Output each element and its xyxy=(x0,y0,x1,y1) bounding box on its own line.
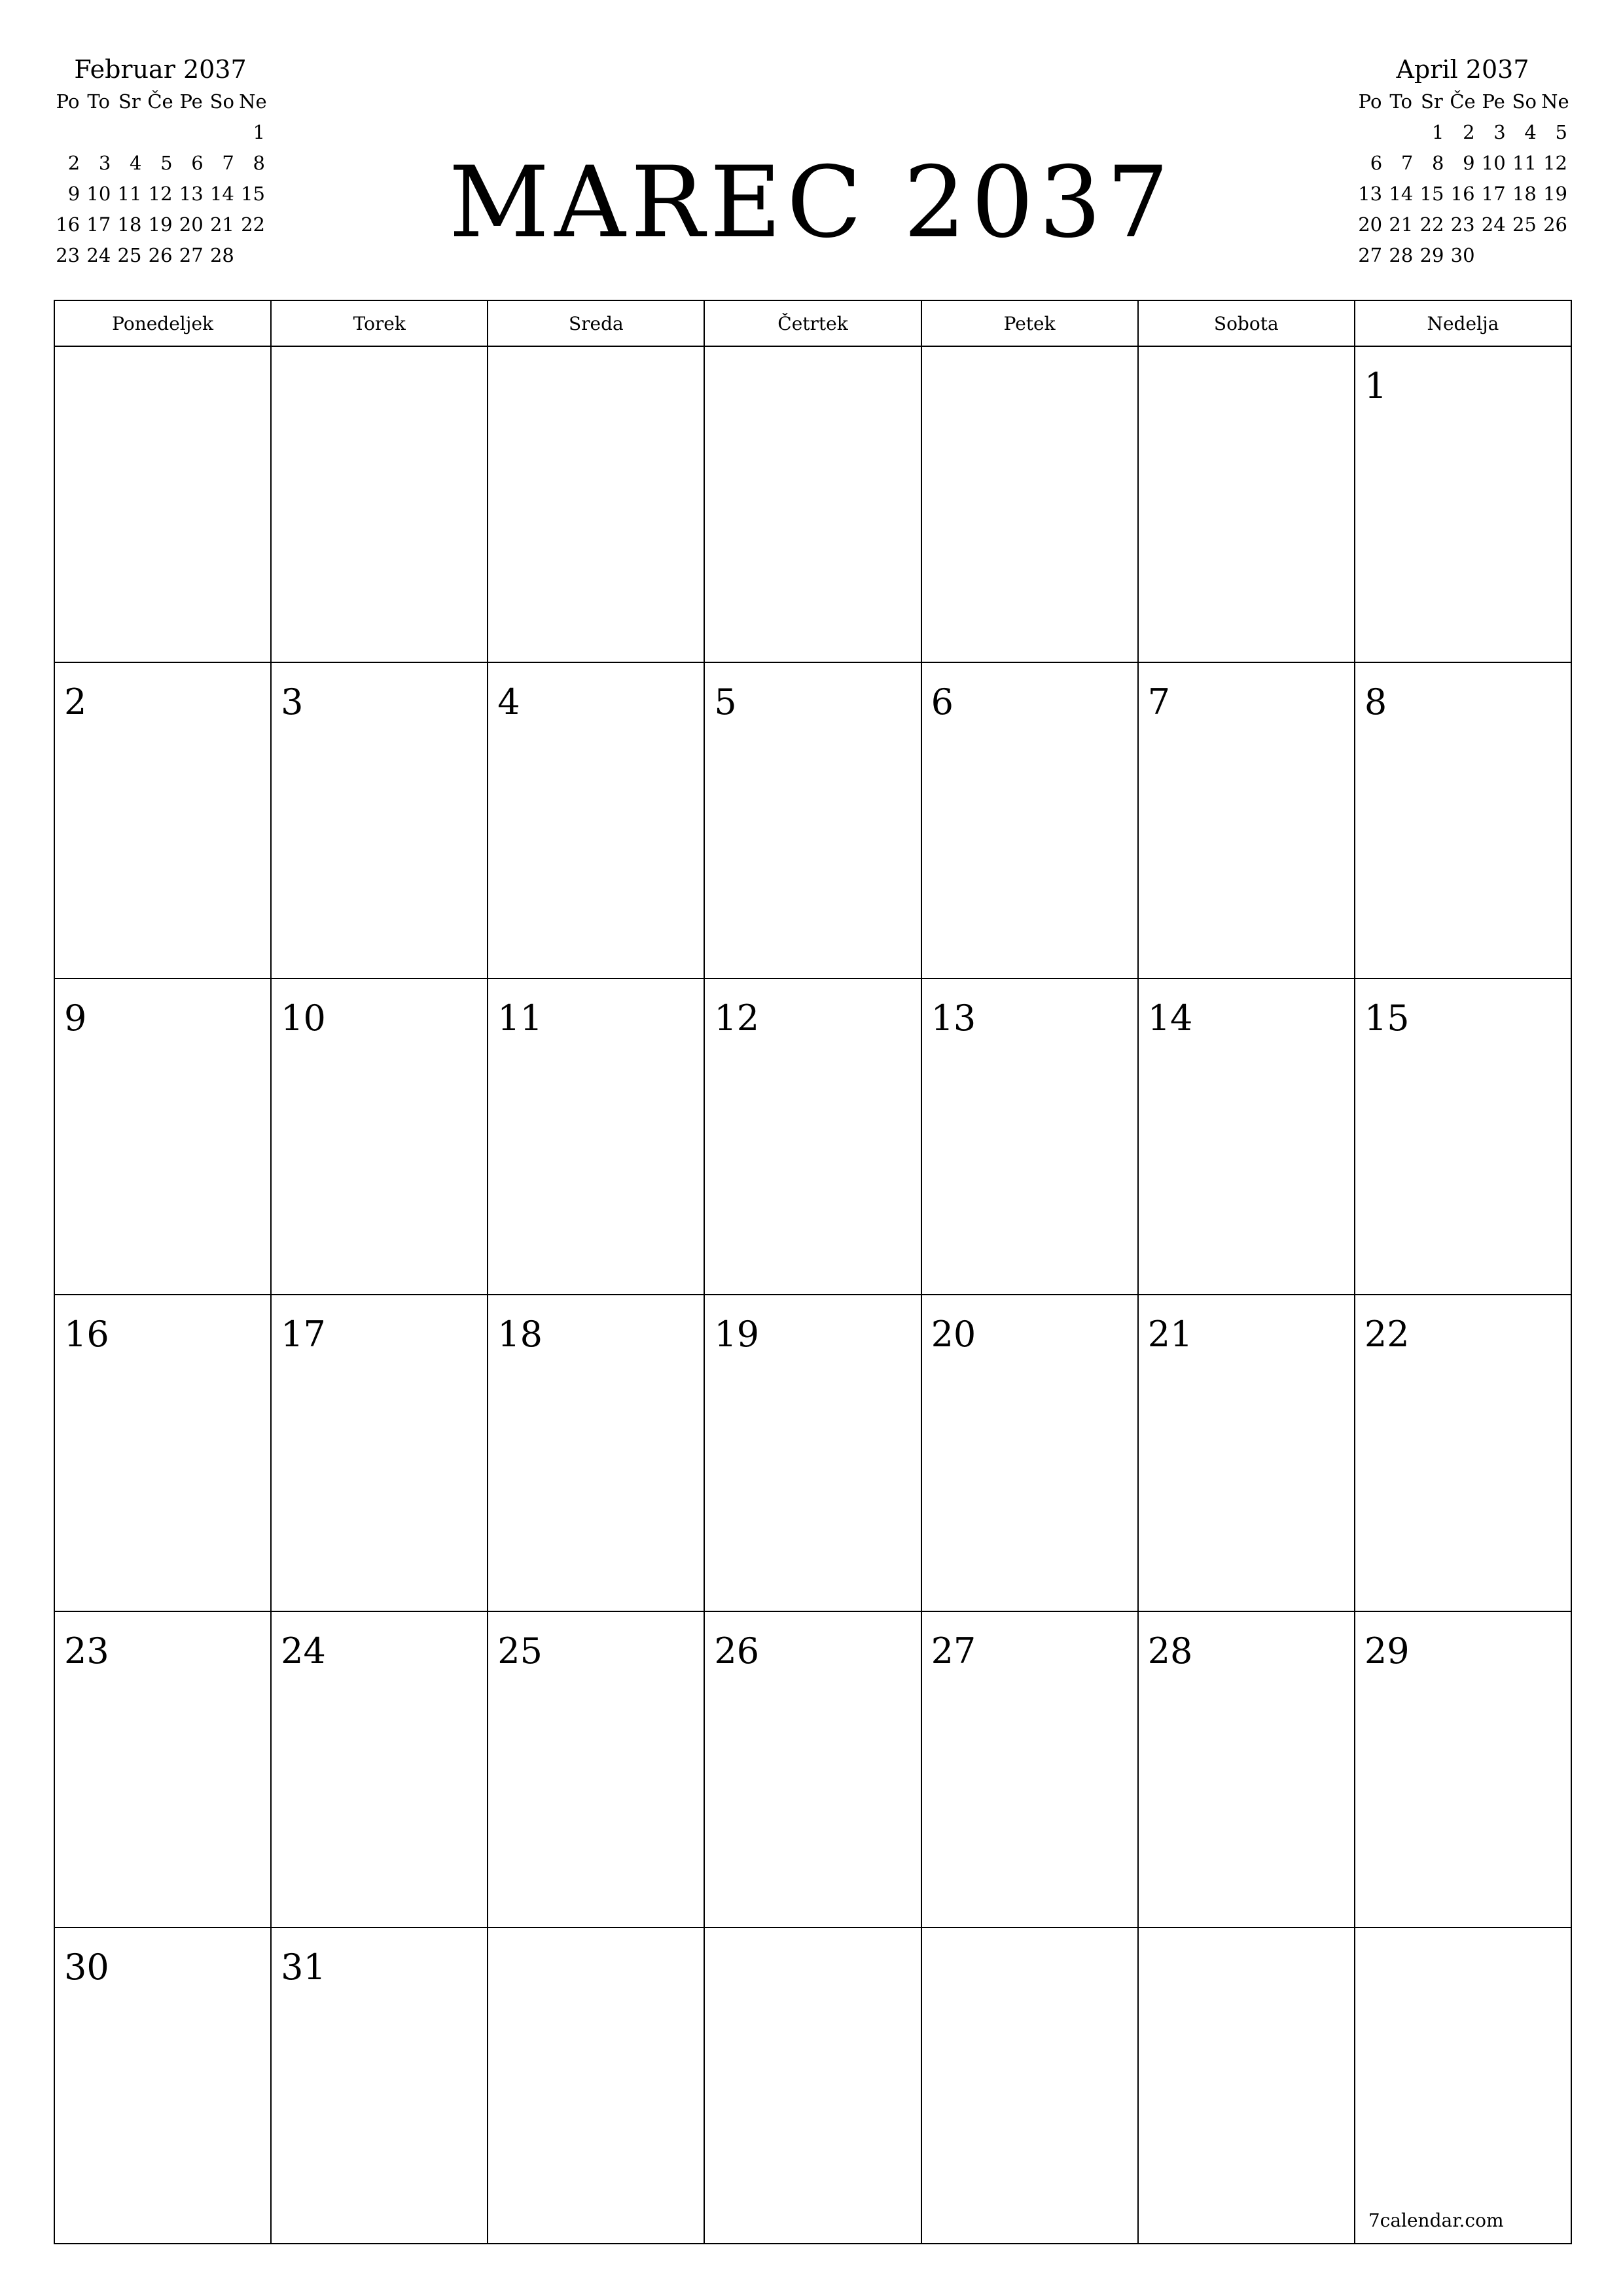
mini-weekday: So xyxy=(1512,90,1537,113)
mini-weekday: Pe xyxy=(179,90,203,113)
day-cell xyxy=(921,1928,1138,2244)
day-number: 12 xyxy=(714,997,760,1039)
mini-weekday: Ne xyxy=(239,90,267,113)
day-number xyxy=(705,1928,920,1948)
mini-day: 5 xyxy=(1555,121,1567,143)
weekday-header: Četrtek xyxy=(704,300,921,346)
day-number: 18 xyxy=(497,1314,543,1355)
day-number: 31 xyxy=(281,1946,326,1988)
day-number: 1 xyxy=(1364,365,1387,406)
day-cell xyxy=(54,662,271,978)
weekday-header: Sobota xyxy=(1138,300,1355,346)
mini-day: 28 xyxy=(209,244,234,266)
mini-day xyxy=(1385,117,1416,148)
mini-day: 14 xyxy=(1389,183,1414,205)
watermark-text: 7calendar.com xyxy=(1368,2210,1504,2231)
mini-day: 11 xyxy=(117,183,142,205)
day-number: 29 xyxy=(1364,1630,1410,1672)
weekday-header: Ponedeljek xyxy=(54,300,271,346)
day-cell xyxy=(488,1928,704,2244)
day-number xyxy=(488,1928,704,1948)
mini-day: 17 xyxy=(1481,183,1506,205)
mini-day: 20 xyxy=(1358,213,1383,236)
day-cell xyxy=(1138,662,1355,978)
day-cell xyxy=(271,346,488,662)
day-number: 23 xyxy=(64,1630,109,1672)
mini-day: 12 xyxy=(1543,152,1567,174)
mini-day: 12 xyxy=(148,183,173,205)
day-number xyxy=(1355,1928,1571,1948)
mini-day: 9 xyxy=(1463,152,1475,174)
mini-day: 6 xyxy=(1370,152,1383,174)
day-cell xyxy=(54,1928,271,2244)
mini-day: 14 xyxy=(209,183,234,205)
mini-day: 16 xyxy=(1450,183,1475,205)
day-number: 19 xyxy=(714,1314,760,1355)
day-number: 8 xyxy=(1364,681,1387,723)
weekday-header: Torek xyxy=(271,300,488,346)
day-number: 4 xyxy=(497,681,520,723)
day-cell xyxy=(921,1611,1138,1928)
day-cell xyxy=(704,662,921,978)
day-cell xyxy=(54,978,271,1295)
mini-day: 11 xyxy=(1512,152,1537,174)
mini-day: 22 xyxy=(1419,213,1444,236)
mini-day: 29 xyxy=(1419,244,1444,266)
day-number: 5 xyxy=(714,681,737,723)
mini-day: 18 xyxy=(117,213,142,236)
mini-day: 27 xyxy=(179,244,204,266)
mini-day: 13 xyxy=(179,183,204,205)
day-cell xyxy=(271,1611,488,1928)
day-number: 13 xyxy=(931,997,976,1039)
mini-day: 26 xyxy=(148,244,173,266)
day-number: 24 xyxy=(281,1630,326,1672)
day-number xyxy=(922,347,1137,367)
day-number: 3 xyxy=(281,681,304,723)
day-number: 11 xyxy=(497,997,543,1039)
day-number: 30 xyxy=(64,1946,109,1988)
day-cell xyxy=(271,1295,488,1611)
mini-weekday: To xyxy=(1389,90,1412,113)
mini-day: 30 xyxy=(1450,244,1475,266)
day-number: 6 xyxy=(931,681,954,723)
mini-weekday: So xyxy=(209,90,234,113)
mini-calendar-next xyxy=(1355,52,1571,271)
mini-day: 21 xyxy=(209,213,234,236)
mini-day: 24 xyxy=(1481,213,1506,236)
day-number xyxy=(922,1928,1137,1948)
day-number: 27 xyxy=(931,1630,976,1672)
mini-day: 25 xyxy=(117,244,142,266)
day-cell xyxy=(704,346,921,662)
day-cell xyxy=(54,1611,271,1928)
mini-day xyxy=(1540,240,1571,271)
day-cell xyxy=(704,1611,921,1928)
mini-day: 6 xyxy=(191,152,204,174)
day-cell xyxy=(488,1611,704,1928)
mini-day: 9 xyxy=(67,183,80,205)
day-cell xyxy=(54,346,271,662)
mini-day: 18 xyxy=(1512,183,1537,205)
day-cell xyxy=(271,1928,488,2244)
mini-day xyxy=(1355,117,1385,148)
mini-weekday: Po xyxy=(1358,90,1382,113)
mini-day: 3 xyxy=(98,152,111,174)
mini-day xyxy=(1509,240,1540,271)
mini-day: 20 xyxy=(179,213,204,236)
mini-day: 25 xyxy=(1512,213,1537,236)
day-cell xyxy=(921,1295,1138,1611)
mini-day: 15 xyxy=(1419,183,1444,205)
day-cell xyxy=(488,662,704,978)
weekday-header: Petek xyxy=(921,300,1138,346)
day-number xyxy=(272,347,487,367)
day-number: 25 xyxy=(497,1630,543,1672)
mini-day: 24 xyxy=(86,244,111,266)
mini-calendar-next-table xyxy=(1355,86,1571,271)
day-cell xyxy=(1138,1295,1355,1611)
mini-weekday: Pe xyxy=(1482,90,1505,113)
day-number: 14 xyxy=(1147,997,1193,1039)
day-cell xyxy=(921,346,1138,662)
mini-day: 23 xyxy=(56,244,80,266)
mini-calendar-prev-title: Februar 2037 xyxy=(74,55,247,84)
day-cell xyxy=(921,978,1138,1295)
day-number: 7 xyxy=(1147,681,1171,723)
mini-day: 19 xyxy=(148,213,173,236)
day-cell xyxy=(704,1295,921,1611)
month-grid xyxy=(54,300,1572,2244)
mini-day: 26 xyxy=(1543,213,1567,236)
mini-day: 27 xyxy=(1358,244,1383,266)
mini-day: 8 xyxy=(1431,152,1444,174)
day-number: 21 xyxy=(1147,1314,1193,1355)
weekday-header: Sreda xyxy=(488,300,704,346)
mini-day: 15 xyxy=(241,183,265,205)
mini-day: 2 xyxy=(67,152,80,174)
day-cell xyxy=(1138,1928,1355,2244)
mini-day: 13 xyxy=(1358,183,1383,205)
day-cell xyxy=(1138,978,1355,1295)
day-number: 16 xyxy=(64,1314,109,1355)
day-cell xyxy=(271,978,488,1295)
mini-day: 5 xyxy=(160,152,173,174)
day-cell xyxy=(1355,662,1571,978)
day-number xyxy=(1139,347,1354,367)
day-number: 9 xyxy=(64,997,87,1039)
mini-day: 10 xyxy=(86,183,111,205)
day-number xyxy=(488,347,704,367)
day-cell xyxy=(1138,1611,1355,1928)
day-number xyxy=(705,347,920,367)
mini-day: 8 xyxy=(253,152,265,174)
day-cell xyxy=(488,978,704,1295)
day-number: 2 xyxy=(64,681,87,723)
day-number: 17 xyxy=(281,1314,326,1355)
day-number: 22 xyxy=(1364,1314,1410,1355)
day-number: 28 xyxy=(1147,1630,1193,1672)
mini-day: 23 xyxy=(1450,213,1475,236)
day-cell xyxy=(54,1295,271,1611)
day-cell xyxy=(1355,346,1571,662)
mini-day: 28 xyxy=(1389,244,1414,266)
mini-day: 21 xyxy=(1389,213,1414,236)
mini-day: 3 xyxy=(1493,121,1506,143)
mini-calendar-next-title: April 2037 xyxy=(1396,55,1529,84)
day-number: 10 xyxy=(281,997,326,1039)
day-cell xyxy=(704,1928,921,2244)
day-number xyxy=(55,347,270,367)
page-title: MAREC 2037 xyxy=(448,146,1175,260)
day-cell xyxy=(488,346,704,662)
mini-day: 4 xyxy=(129,152,142,174)
mini-day: 4 xyxy=(1524,121,1537,143)
day-cell xyxy=(488,1295,704,1611)
mini-day: 22 xyxy=(241,213,265,236)
mini-day: 10 xyxy=(1481,152,1506,174)
day-cell xyxy=(1355,1611,1571,1928)
day-cell xyxy=(271,662,488,978)
mini-weekday: Po xyxy=(56,90,80,113)
mini-day: 1 xyxy=(253,121,265,143)
day-cell xyxy=(704,978,921,1295)
mini-day: 7 xyxy=(222,152,234,174)
weekday-header: Nedelja xyxy=(1355,300,1571,346)
mini-day xyxy=(1478,240,1509,271)
day-number: 15 xyxy=(1364,997,1410,1039)
day-number: 26 xyxy=(714,1630,760,1672)
mini-day: 7 xyxy=(1400,152,1414,174)
mini-weekday: Če xyxy=(1450,90,1476,113)
mini-day: 2 xyxy=(1463,121,1475,143)
mini-weekday: Ne xyxy=(1541,90,1569,113)
day-number: 20 xyxy=(931,1314,976,1355)
day-cell xyxy=(1355,978,1571,1295)
mini-day: 17 xyxy=(86,213,111,236)
day-cell xyxy=(1355,1928,1571,2244)
mini-day: 19 xyxy=(1543,183,1567,205)
day-cell xyxy=(1355,1295,1571,1611)
day-cell xyxy=(1138,346,1355,662)
mini-weekday: To xyxy=(87,90,110,113)
day-number xyxy=(1139,1928,1354,1948)
mini-weekday: Sr xyxy=(1420,90,1443,113)
mini-day: 1 xyxy=(1431,121,1444,143)
mini-day: 16 xyxy=(56,213,80,236)
mini-weekday: Če xyxy=(147,90,173,113)
day-cell xyxy=(921,662,1138,978)
mini-weekday: Sr xyxy=(118,90,141,113)
